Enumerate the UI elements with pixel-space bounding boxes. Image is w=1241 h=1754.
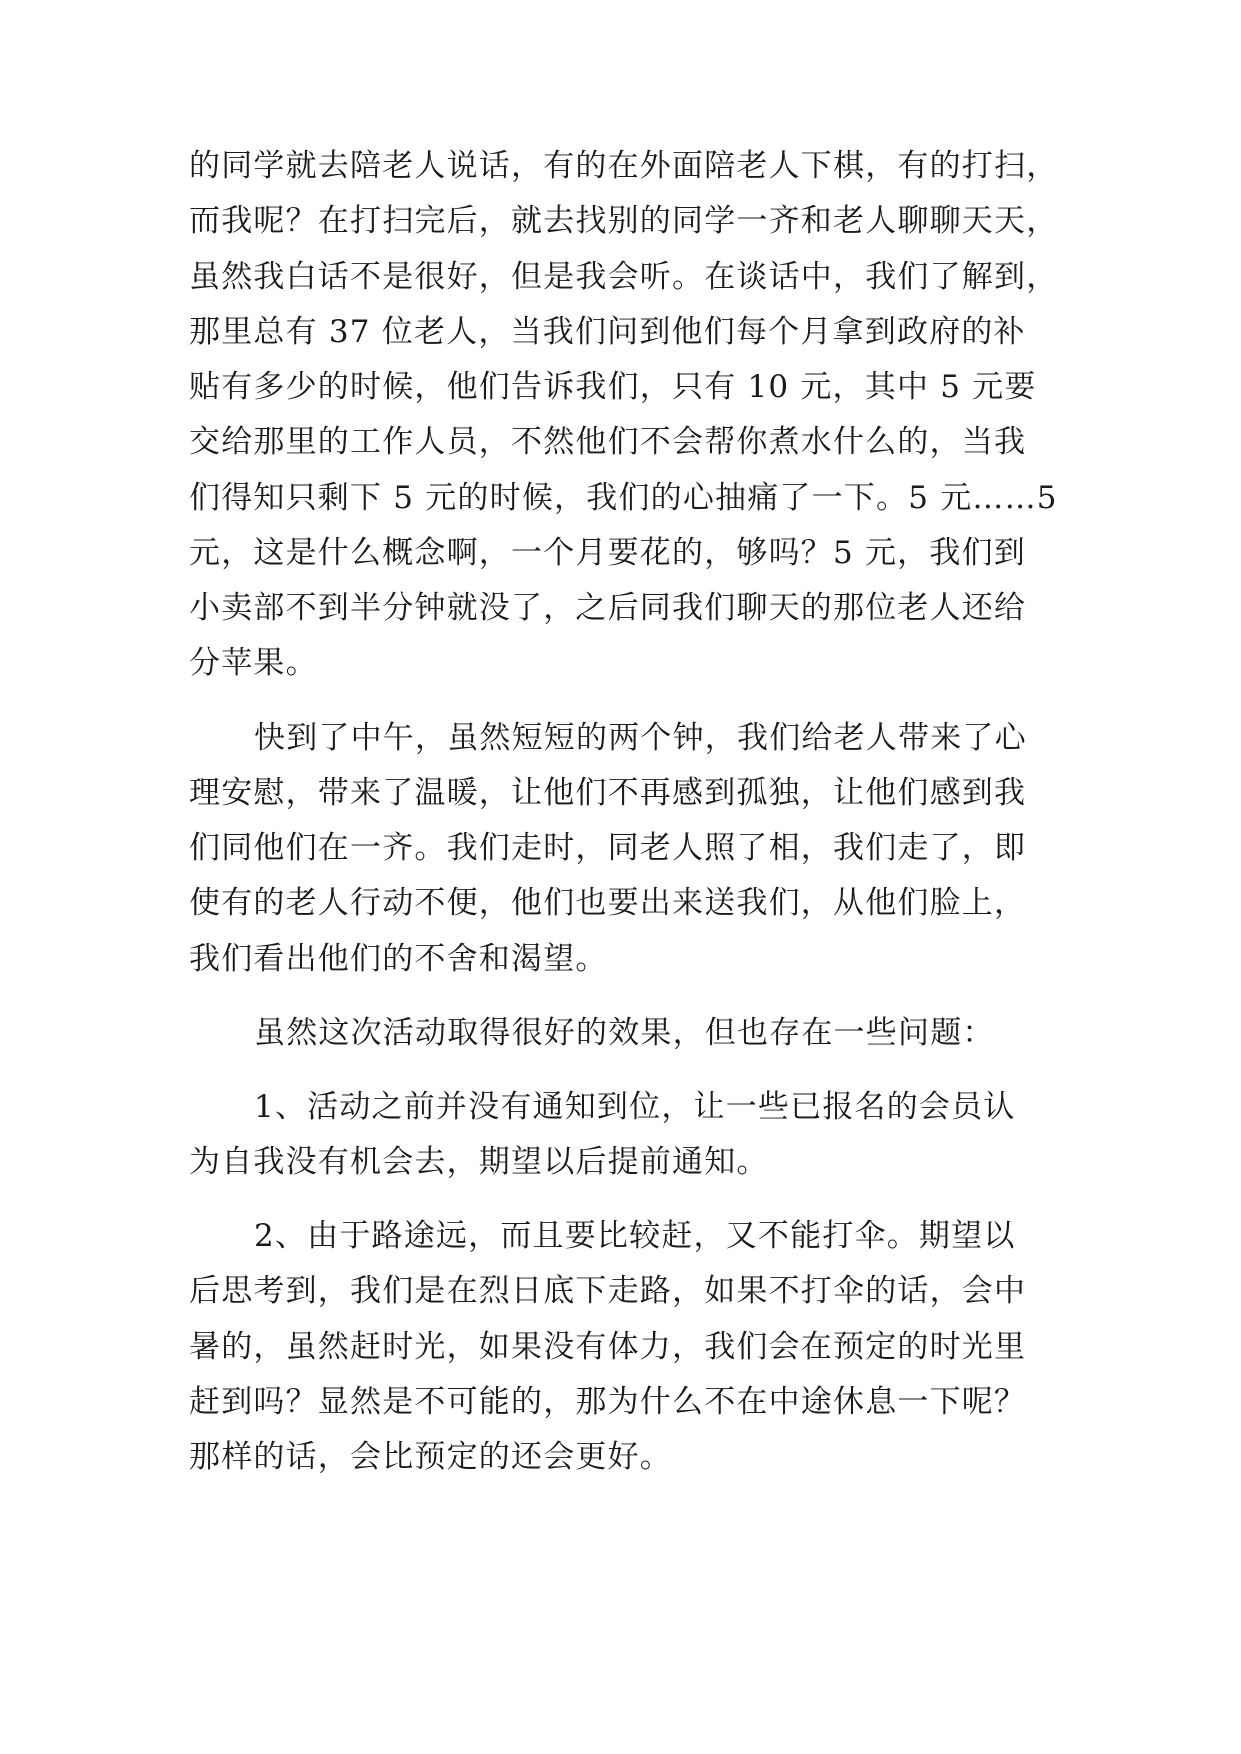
text-line: 暑的，虽然赶时光，如果没有体力，我们会在预定的时光里 — [189, 1329, 1027, 1365]
text-line: 们同他们在一齐。我们走时，同老人照了相，我们走了，即 — [189, 830, 1027, 866]
text-line: 分苹果。 — [189, 645, 318, 681]
text-line: 使有的老人行动不便，他们也要出来送我们，从他们脸上， — [189, 885, 1027, 921]
text-line: 而我呢？在打扫完后，就去找别的同学一齐和老人聊聊天天， — [189, 203, 1059, 239]
text-line: 交给那里的工作人员，不然他们不会帮你煮水什么的，当我 — [189, 424, 1027, 460]
text-line: 元，这是什么概念啊，一个月要花的，够吗？5 元，我们到 — [189, 535, 1026, 571]
paragraph-first-line: 虽然这次活动取得很好的效果，但也存在一些问题： — [254, 1015, 995, 1051]
text-line: 那里总有 37 位老人，当我们问到他们每个月拿到政府的补 — [189, 314, 1026, 350]
text-line: 那样的话，会比预定的还会更好。 — [189, 1439, 672, 1475]
text-line: 们得知只剩下 5 元的时候，我们的心抽痛了一下。5 元……5 — [189, 480, 1058, 516]
text-line: 后思考到，我们是在烈日底下走路，如果不打伞的话，会中 — [189, 1273, 1027, 1309]
text-line: 为自我没有机会去，期望以后提前通知。 — [189, 1144, 769, 1180]
list-item-1-first-line: 1、活动之前并没有通知到位，让一些已报名的会员认 — [254, 1089, 1016, 1125]
text-line: 理安慰，带来了温暖，让他们不再感到孤独，让他们感到我 — [189, 775, 1027, 811]
paragraph-first-line: 快到了中午，虽然短短的两个钟，我们给老人带来了心 — [254, 720, 1027, 756]
text-line: 赶到吗？显然是不可能的，那为什么不在中途休息一下呢？ — [189, 1384, 1027, 1420]
list-item-2-first-line: 2、由于路途远，而且要比较赶，又不能打伞。期望以 — [254, 1218, 1016, 1254]
text-line: 贴有多少的时候，他们告诉我们，只有 10 元，其中 5 元要 — [189, 369, 1037, 405]
text-line: 虽然我白话不是很好，但是我会听。在谈话中，我们了解到， — [189, 259, 1059, 295]
text-line: 小卖部不到半分钟就没了，之后同我们聊天的那位老人还给 — [189, 590, 1027, 626]
text-line: 的同学就去陪老人说话，有的在外面陪老人下棋，有的打扫， — [189, 148, 1059, 184]
text-line: 我们看出他们的不舍和渴望。 — [189, 941, 608, 977]
